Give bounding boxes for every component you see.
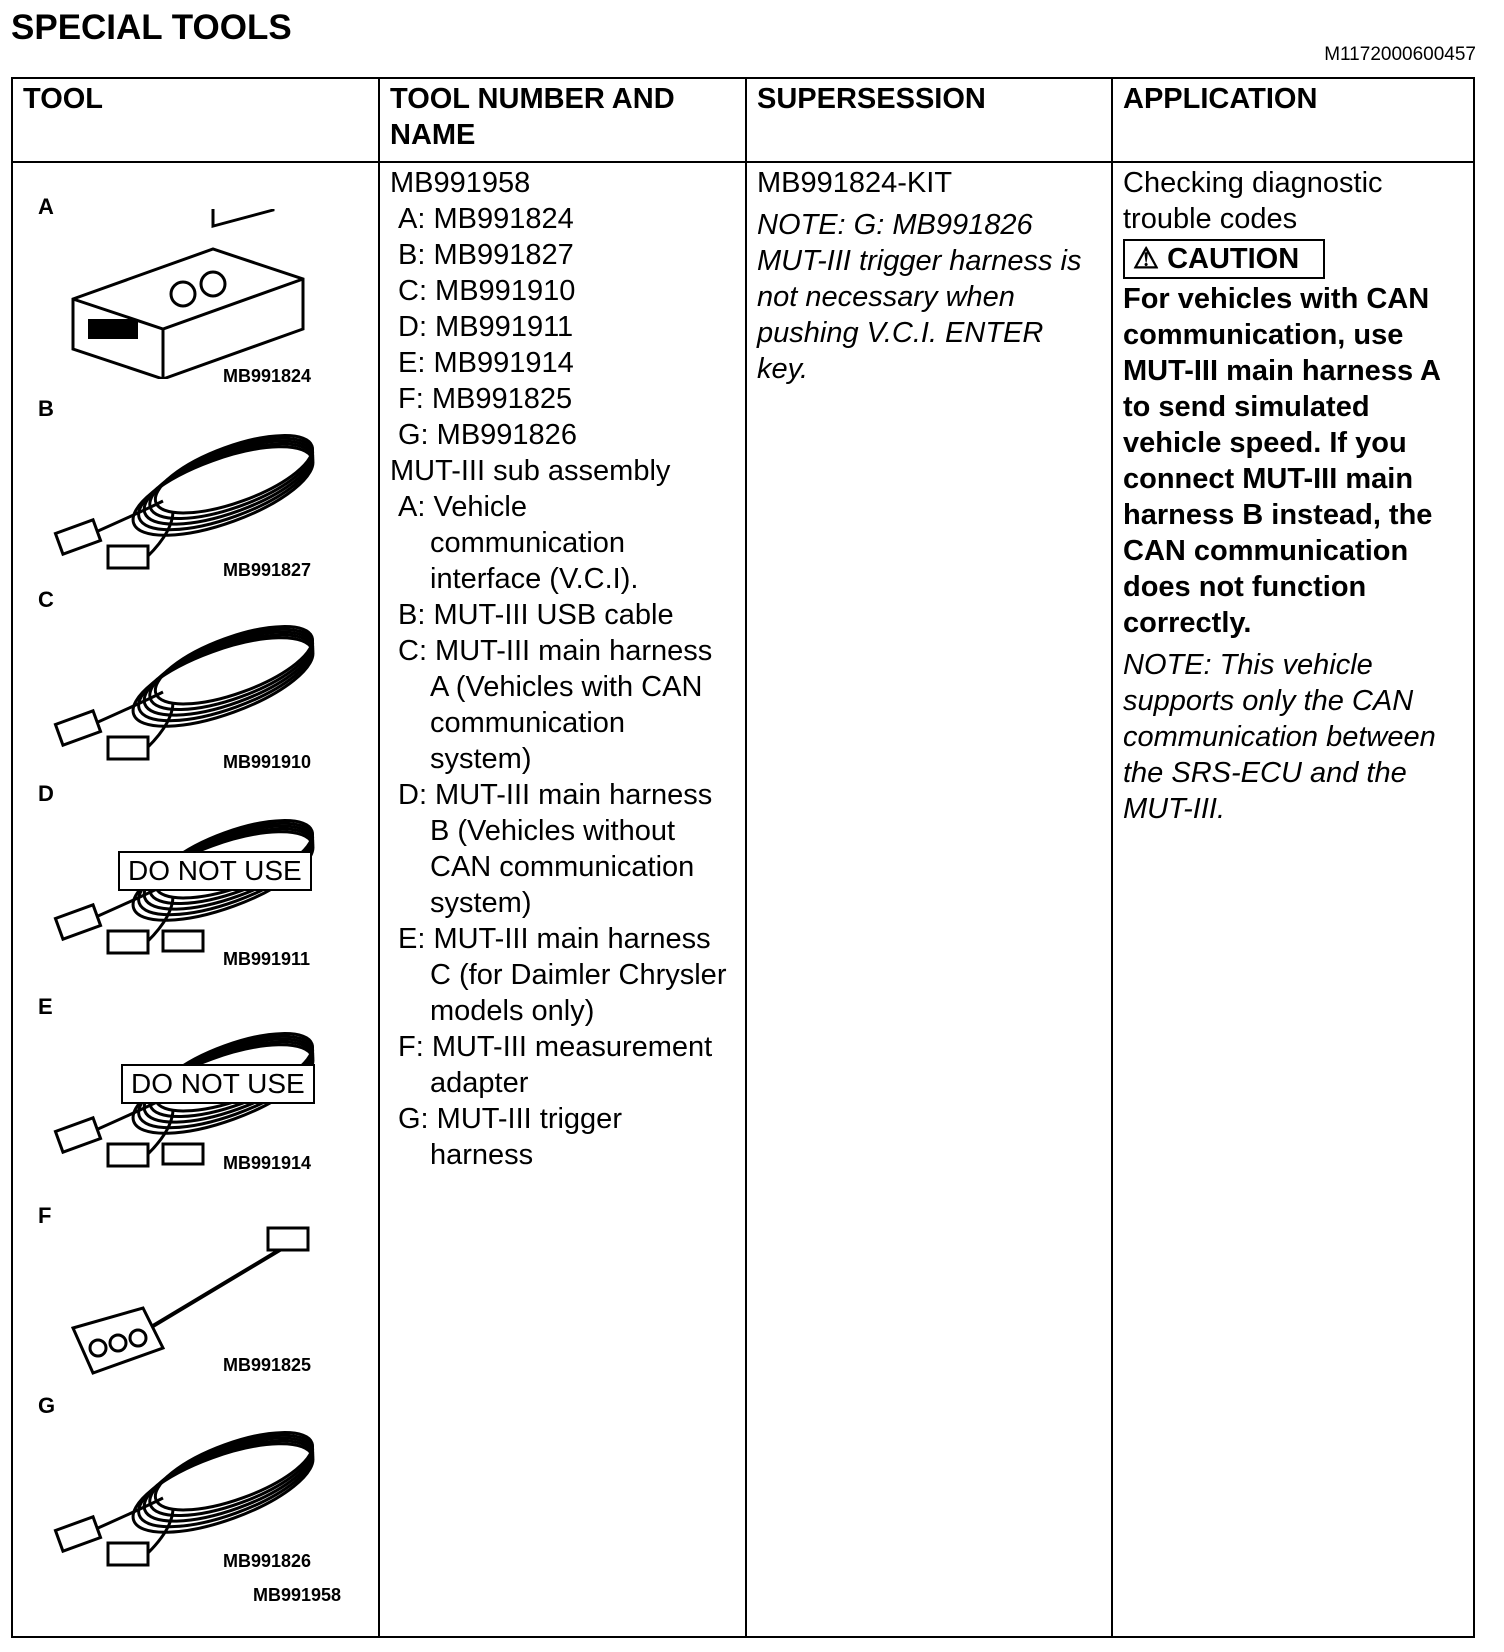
application-cell	[1113, 165, 1477, 827]
sub-item: C: MUT-III main harness	[398, 635, 713, 667]
trigger-harness-icon	[53, 1408, 353, 1578]
special-tools-table	[11, 77, 1475, 1638]
tool-number-cell	[380, 165, 745, 1173]
sub-item-continued: interface (V.C.I).	[430, 563, 639, 595]
kit-number: MB991958	[390, 167, 531, 199]
header-supersession: SUPERSESSION	[757, 83, 986, 115]
kit-part: D: MB991911	[398, 311, 574, 343]
tool-model-label: MB991824	[223, 366, 312, 386]
tool-model-label: MB991827	[223, 560, 312, 580]
sub-item-continued: models only)	[430, 995, 595, 1027]
kit-model-label: MB991958	[253, 1585, 342, 1605]
kit-part: F: MB991825	[398, 383, 573, 415]
sub-item-continued: CAN communication	[430, 851, 695, 883]
tool-letter: B	[38, 396, 54, 421]
warning-triangle-icon: ⚠	[1133, 243, 1168, 275]
tool-letter: C	[38, 587, 54, 612]
tool-letter: F	[38, 1203, 52, 1228]
sub-item-continued: system)	[430, 743, 532, 775]
document-id: M1172000600457	[1324, 44, 1476, 65]
sub-item-continued: adapter	[430, 1067, 529, 1099]
sub-item: G: MUT-III trigger	[398, 1103, 622, 1135]
sub-assembly-title: MUT-III sub assembly	[390, 455, 671, 487]
sub-item-continued: system)	[430, 887, 532, 919]
header-tool: TOOL	[23, 83, 104, 115]
application-note: NOTE: This vehicle supports only the CAN communication between the SRS-ECU and the MUT-III.	[1123, 649, 1436, 825]
kit-part: C: MB991910	[398, 275, 576, 307]
tool-model-label: MB991826	[223, 1551, 312, 1571]
supersession-note: NOTE: G: MB991826 MUT-III trigger harness is not necessary when pushing V.C.I. ENTER key.	[757, 209, 1082, 385]
supersession-number: MB991824-KIT	[757, 167, 953, 199]
sub-item-continued: A (Vehicles with CAN	[430, 671, 703, 703]
kit-part: A: MB991824	[398, 203, 574, 235]
kit-part: G: MB991826	[398, 419, 577, 451]
header-application: APPLICATION	[1123, 83, 1318, 115]
tool-model-label: MB991911	[223, 949, 311, 969]
header-tool-number: TOOL NUMBER AND NAME	[390, 83, 675, 151]
caution-box	[1123, 239, 1325, 279]
do-not-use-stamp: DO NOT USE	[118, 851, 312, 891]
sub-item: A: Vehicle	[398, 491, 527, 523]
sub-item: D: MUT-III main harness	[398, 779, 713, 811]
tool-model-label: MB991910	[223, 752, 312, 772]
page-title: SPECIAL TOOLS	[11, 8, 292, 47]
sub-item-continued: C (for Daimler Chrysler	[430, 959, 727, 991]
main-harness-a-icon	[53, 602, 353, 772]
tool-model-label: MB991914	[223, 1153, 312, 1173]
vci-unit-icon	[53, 209, 353, 379]
caution-text: For vehicles with CAN communication, use MUT-III main harness A to send simulated vehicle speed. If you connect MUT-III main harness B instead, the CAN communication does not function correctly.	[1123, 283, 1440, 639]
sub-item: E: MUT-III main harness	[398, 923, 711, 955]
application-text: Checking diagnostic trouble codes	[1123, 167, 1383, 235]
measurement-adapter-icon	[53, 1218, 353, 1388]
tool-model-label: MB991825	[223, 1355, 312, 1375]
tool-letter: E	[38, 994, 53, 1019]
sub-item-continued: B (Vehicles without	[430, 815, 676, 847]
tool-letter: A	[38, 194, 54, 219]
supersession-cell	[747, 165, 1111, 387]
sub-item: F: MUT-III measurement	[398, 1031, 713, 1063]
usb-cable-icon	[53, 411, 353, 581]
kit-part: B: MB991827	[398, 239, 574, 271]
sub-item-continued: harness	[430, 1139, 534, 1171]
kit-part: E: MB991914	[398, 347, 574, 379]
tool-letter: G	[38, 1393, 56, 1418]
do-not-use-stamp: DO NOT USE	[121, 1064, 315, 1104]
sub-item-continued: communication	[430, 707, 626, 739]
sub-item: B: MUT-III USB cable	[398, 599, 674, 631]
tool-letter: D	[38, 781, 54, 806]
caution-label: CAUTION	[1167, 243, 1300, 275]
header-divider	[13, 161, 1473, 163]
sub-item-continued: communication	[430, 527, 626, 559]
